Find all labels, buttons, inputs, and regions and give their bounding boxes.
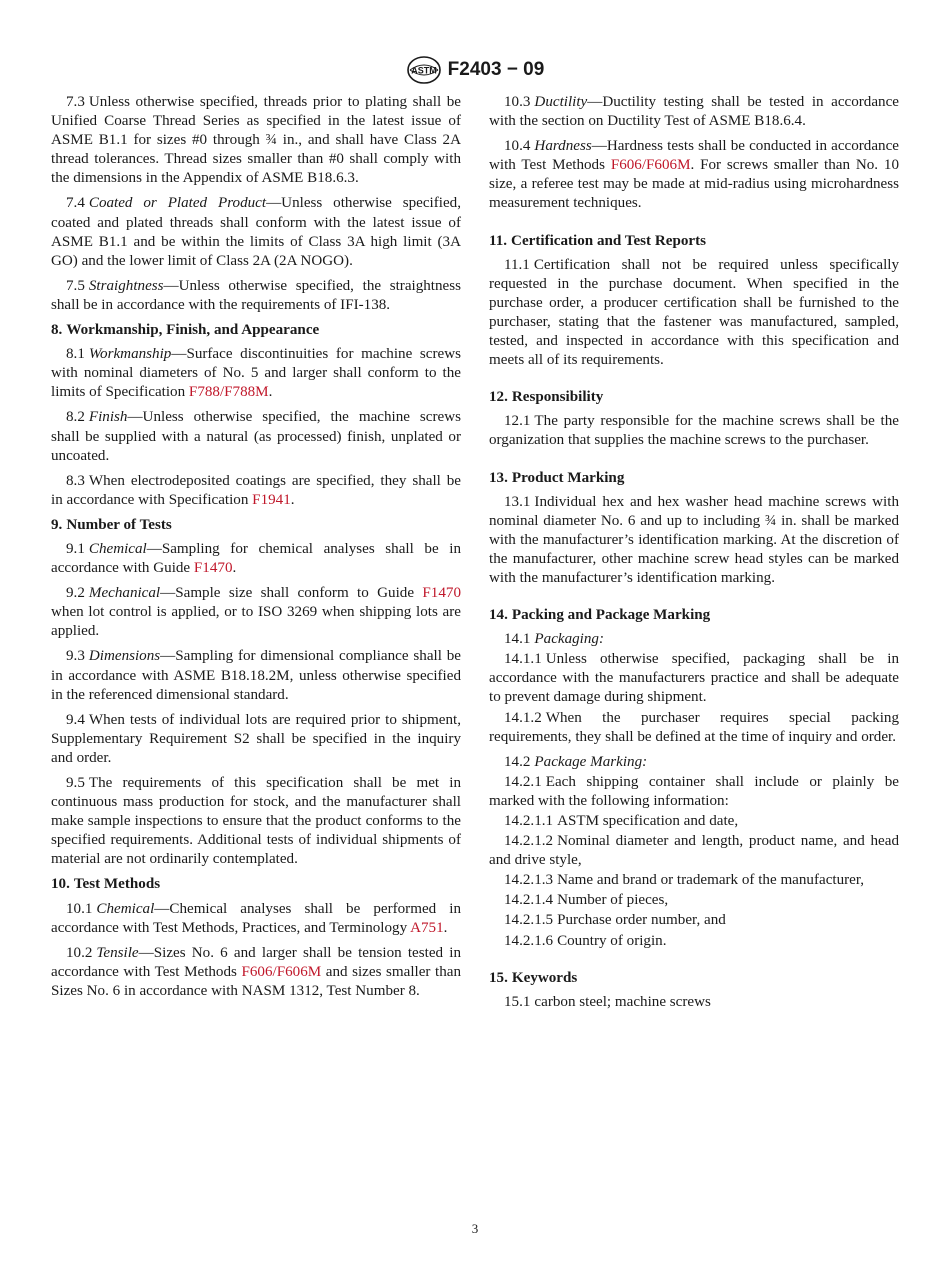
paragraph-14-2-1-4: 14.2.1.4 Number of pieces, — [504, 892, 669, 909]
paragraph-7-5: 7.5 Straightness—Unless otherwise specified, the straightness shall be in accordance with the requirements of IFI-138. — [51, 277, 461, 313]
section-heading-13: 13. Product Marking — [489, 469, 625, 486]
paragraph-9-5: 9.5 The requirements of this specification shall be met in continuous mass production for stock, and the manufacturer shall make sample inspections to ensure that the product conforms to the specified requirements. Additional tests of individual shipments of material are not ordinarily contemplated. — [51, 775, 461, 868]
paragraph-14-1-1: 14.1.1 Unless otherwise specified, packaging shall be in accordance with the manufacturers practice and shall be adequate to prevent damage during shipment. — [489, 651, 899, 706]
reference-link-f788[interactable]: F788/F788M — [188, 384, 269, 401]
paragraph-14-2-1-3: 14.2.1.3 Name and brand or trademark of the manufacturer, — [504, 872, 865, 889]
left-column — [51, 93, 461, 1007]
reference-link-f606[interactable]: F606/F606M — [241, 963, 322, 980]
section-heading-9: 9. Number of Tests — [51, 516, 172, 533]
paragraph-8-2: 8.2 Finish—Unless otherwise specified, the machine screws shall be supplied with a natural (as processed) finish, unplated or uncoated. — [51, 409, 461, 464]
page-number: 3 — [471, 1221, 479, 1236]
section-heading-12: 12. Responsibility — [489, 389, 604, 406]
paragraph-10-3: 10.3 Ductility—Ductility testing shall be tested in accordance with the section on Ductility Test of ASME B18.6.4. — [489, 94, 899, 130]
paragraph-14-1: 14.1 Packaging: — [504, 631, 604, 648]
section-heading-10: 10. Test Methods — [51, 876, 161, 893]
paragraph-14-2-1-2: 14.2.1.2 Nominal diameter and length, product name, and head and drive style, — [489, 833, 899, 869]
paragraph-9-1: 9.1 Chemical—Sampling for chemical analyses shall be in accordance with Guide F1470. — [51, 540, 461, 577]
paragraph-14-2-1-1: 14.2.1.1 ASTM specification and date, — [504, 813, 739, 829]
paragraph-14-2-1-6: 14.2.1.6 Country of origin. — [504, 932, 667, 949]
reference-link-f1941[interactable]: F1941 — [252, 491, 291, 508]
paragraph-10-4: 10.4 Hardness—Hardness tests shall be conducted in accordance with Test Methods F606/F606M. For screws smaller than No. 10 size, a referee test may be made at mid-radius using microhardness measurement techniques. — [489, 138, 899, 212]
paragraph-12-1: 12.1 The party responsible for the machine screws shall be the organization that supplies the machine screws to the purchaser. — [489, 413, 899, 449]
document-designation: F2403 − 09 — [447, 59, 545, 80]
section-heading-15: 15. Keywords — [489, 969, 578, 986]
logo-text: ASTM — [410, 65, 437, 76]
reference-link-f1470[interactable]: F1470 — [193, 560, 233, 577]
paragraph-14-2: 14.2 Package Marking: — [504, 753, 648, 770]
section-heading-14: 14. Packing and Package Marking — [489, 607, 711, 624]
reference-link-a751[interactable]: A751 — [410, 919, 444, 936]
paragraph-7-3: 7.3 Unless otherwise specified, threads prior to plating shall be Unified Coarse Thread Series as specified in the latest issue of ASME B1.1 for sizes #0 through ¾ in., and shall have Class 2A thread tolerances. Thread sizes smaller than #0 shall comply with the dimensions in the Appendix of ASME B18.6.3. — [51, 94, 461, 187]
paragraph-15-1: 15.1 carbon steel; machine screws — [504, 993, 711, 1010]
section-heading-8: 8. Workmanship, Finish, and Appearance — [51, 322, 320, 339]
paragraph-7-4: 7.4 Coated or Plated Product—Unless otherwise specified, coated and plated threads shall conform with the latest issue of ASME B1.1 and be within the limits of Class 3A high limit (3A GO) and the lower limit of Class 2A (2A NOGO). — [51, 195, 461, 269]
paragraph-10-2: 10.2 Tensile—Sizes No. 6 and larger shall be tension tested in accordance with Test Methods F606/F606M and sizes smaller than Sizes No. 6 in accordance with NASM 1312, Test Number 8. — [51, 944, 462, 999]
page-header — [0, 52, 950, 88]
paragraph-10-1: 10.1 Chemical—Chemical analyses shall be performed in accordance with Test Methods, Practices, and Terminology A751. — [51, 900, 461, 936]
section-heading-11: 11. Certification and Test Reports — [489, 232, 706, 249]
paragraph-9-4: 9.4 When tests of individual lots are required prior to shipment, Supplementary Requirement S2 shall be specified in the inquiry and order. — [51, 711, 461, 766]
astm-logo-icon — [406, 55, 442, 85]
paragraph-11-1: 11.1 Certification shall not be required unless specifically requested in the purchase document. When specified in the purchase order, a producer certification shall be furnished to the purchaser, stating that the fastener was manufactured, sampled, tested, and inspected in accordance with this specification and meets all of its requirements. — [489, 256, 899, 369]
reference-link-f1470-2[interactable]: F1470 — [422, 585, 461, 602]
paragraph-9-2: 9.2 Mechanical—Sample size shall conform to Guide F1470 when lot control is applied, or to ISO 3269 when shipping lots are applied. — [51, 585, 461, 640]
paragraph-13-1: 13.1 Individual hex and hex washer head machine screws with nominal diameter No. 6 and up to including ¾ in. shall be marked with the manufacturer’s identification marking. At the discretion of the manufacturer, other machine screw head styles can be marked with the manufacturer’s identification marking. — [489, 493, 899, 586]
paragraph-14-2-1-5: 14.2.1.5 Purchase order number, and — [504, 912, 726, 929]
paragraph-9-3: 9.3 Dimensions—Sampling for dimensional compliance shall be in accordance with ASME B18.18.2M, unless otherwise specified in the referenced dimensional standard. — [51, 648, 461, 703]
paragraph-8-1: 8.1 Workmanship—Surface discontinuities for machine screws with nominal diameters of No. 5 and larger shall conform to the limits of Specification F788/F788M. — [51, 346, 461, 401]
right-column — [489, 93, 899, 1018]
paragraph-14-2-1: 14.2.1 Each shipping container shall include or plainly be marked with the following information: — [489, 773, 899, 809]
paragraph-14-1-2: 14.1.2 When the purchaser requires special packing requirements, they shall be defined at the time of inquiry and order. — [489, 709, 899, 745]
reference-link-f606-2[interactable]: F606/F606M — [610, 157, 691, 174]
paragraph-8-3: 8.3 When electrodeposited coatings are specified, they shall be in accordance with Specification F1941. — [51, 472, 461, 508]
